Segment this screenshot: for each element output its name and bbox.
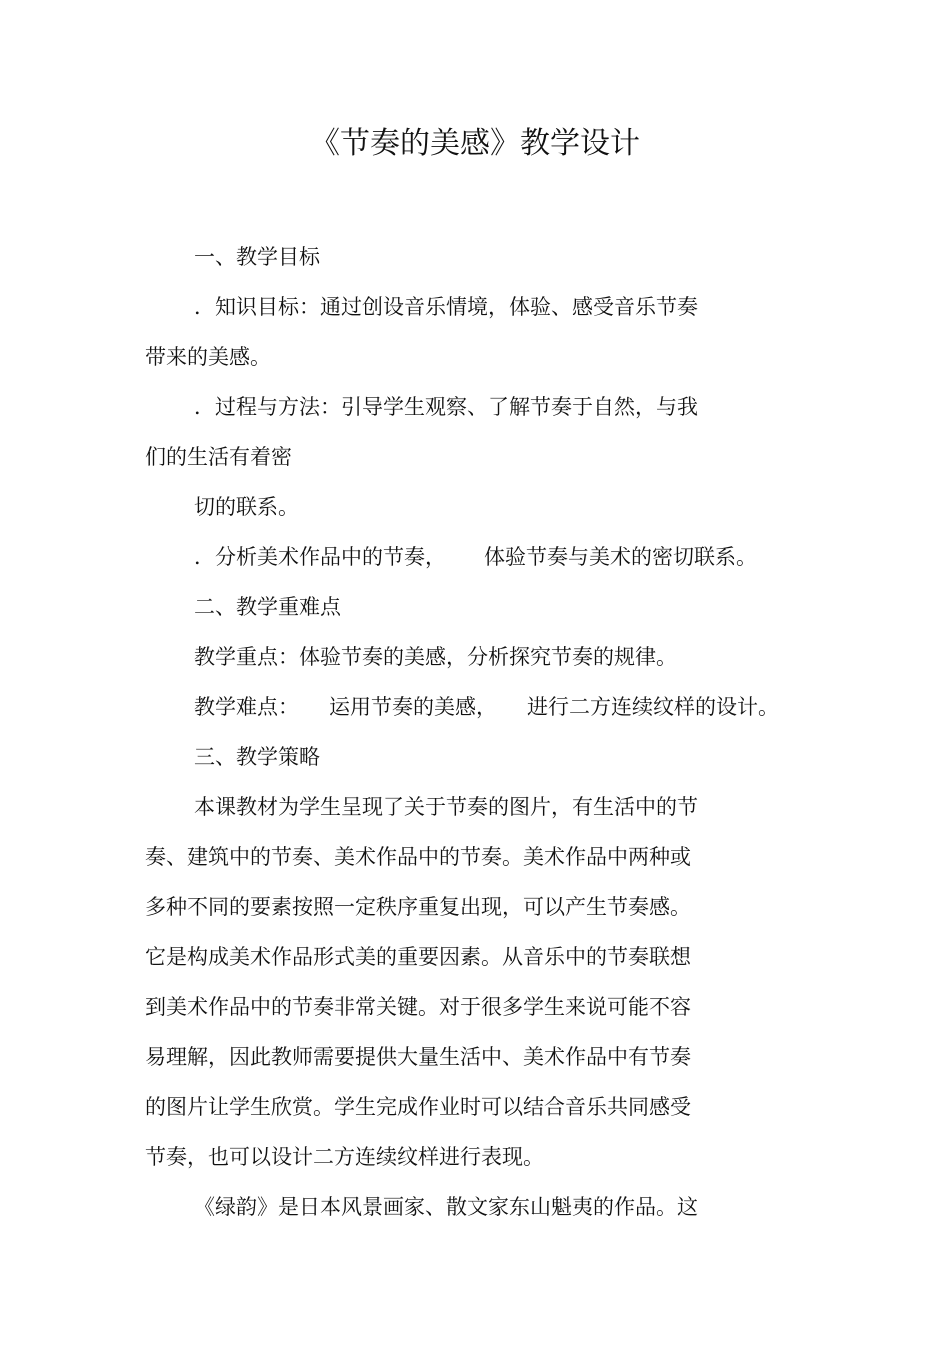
objective-process-line-1: ．过程与方法：引导学生观察、了解节奏于自然，与我 — [194, 395, 698, 419]
difficulty-line — [194, 692, 779, 722]
section-heading-strategy: 三、教学策略 — [194, 745, 320, 769]
strategy-paragraph-line: 节奏，也可以设计二方连续纹样进行表现。 — [145, 1145, 544, 1169]
document-title: 《节奏的美感》教学设计 — [310, 126, 640, 161]
objective-process-line-3: 切的联系。 — [194, 495, 299, 519]
section-heading-objectives: 一、教学目标 — [194, 245, 320, 269]
strategy-paragraph-line: 到美术作品中的节奏非常关键。对于很多学生来说可能不容 — [145, 995, 691, 1019]
section-heading-key-points: 二、教学重难点 — [194, 595, 341, 619]
objective-analysis-part-1: ．分析美术作品中的节奏， — [194, 545, 446, 569]
strategy-paragraph-line: 易理解，因此教师需要提供大量生活中、美术作品中有节奏 — [145, 1045, 691, 1069]
strategy-paragraph-line: 本课教材为学生呈现了关于节奏的图片，有生活中的节 — [194, 795, 698, 819]
strategy-paragraph-line: 的图片让学生欣赏。学生完成作业时可以结合音乐共同感受 — [145, 1095, 691, 1119]
key-point-line: 教学重点：体验节奏的美感，分析探究节奏的规律。 — [194, 645, 677, 669]
artwork-paragraph-line: 《绿韵》是日本风景画家、散文家东山魁夷的作品。这 — [194, 1195, 698, 1219]
objective-analysis-line — [194, 542, 757, 572]
objective-knowledge-line-2: 带来的美感。 — [145, 345, 271, 369]
strategy-paragraph-line: 多种不同的要素按照一定秩序重复出现，可以产生节奏感。 — [145, 895, 691, 919]
objective-process-line-2: 们的生活有着密 — [145, 445, 292, 469]
strategy-paragraph-line: 它是构成美术作品形式美的重要因素。从音乐中的节奏联想 — [145, 945, 691, 969]
difficulty-part-3: 进行二方连续纹样的设计。 — [527, 695, 779, 719]
objective-analysis-part-2: 体验节奏与美术的密切联系。 — [484, 545, 757, 569]
strategy-paragraph-line: 奏、建筑中的节奏、美术作品中的节奏。美术作品中两种或 — [145, 845, 691, 869]
difficulty-label: 教学难点： — [194, 695, 299, 719]
difficulty-part-2: 运用节奏的美感， — [329, 695, 497, 719]
objective-knowledge-line-1: ．知识目标：通过创设音乐情境，体验、感受音乐节奏 — [194, 295, 698, 319]
